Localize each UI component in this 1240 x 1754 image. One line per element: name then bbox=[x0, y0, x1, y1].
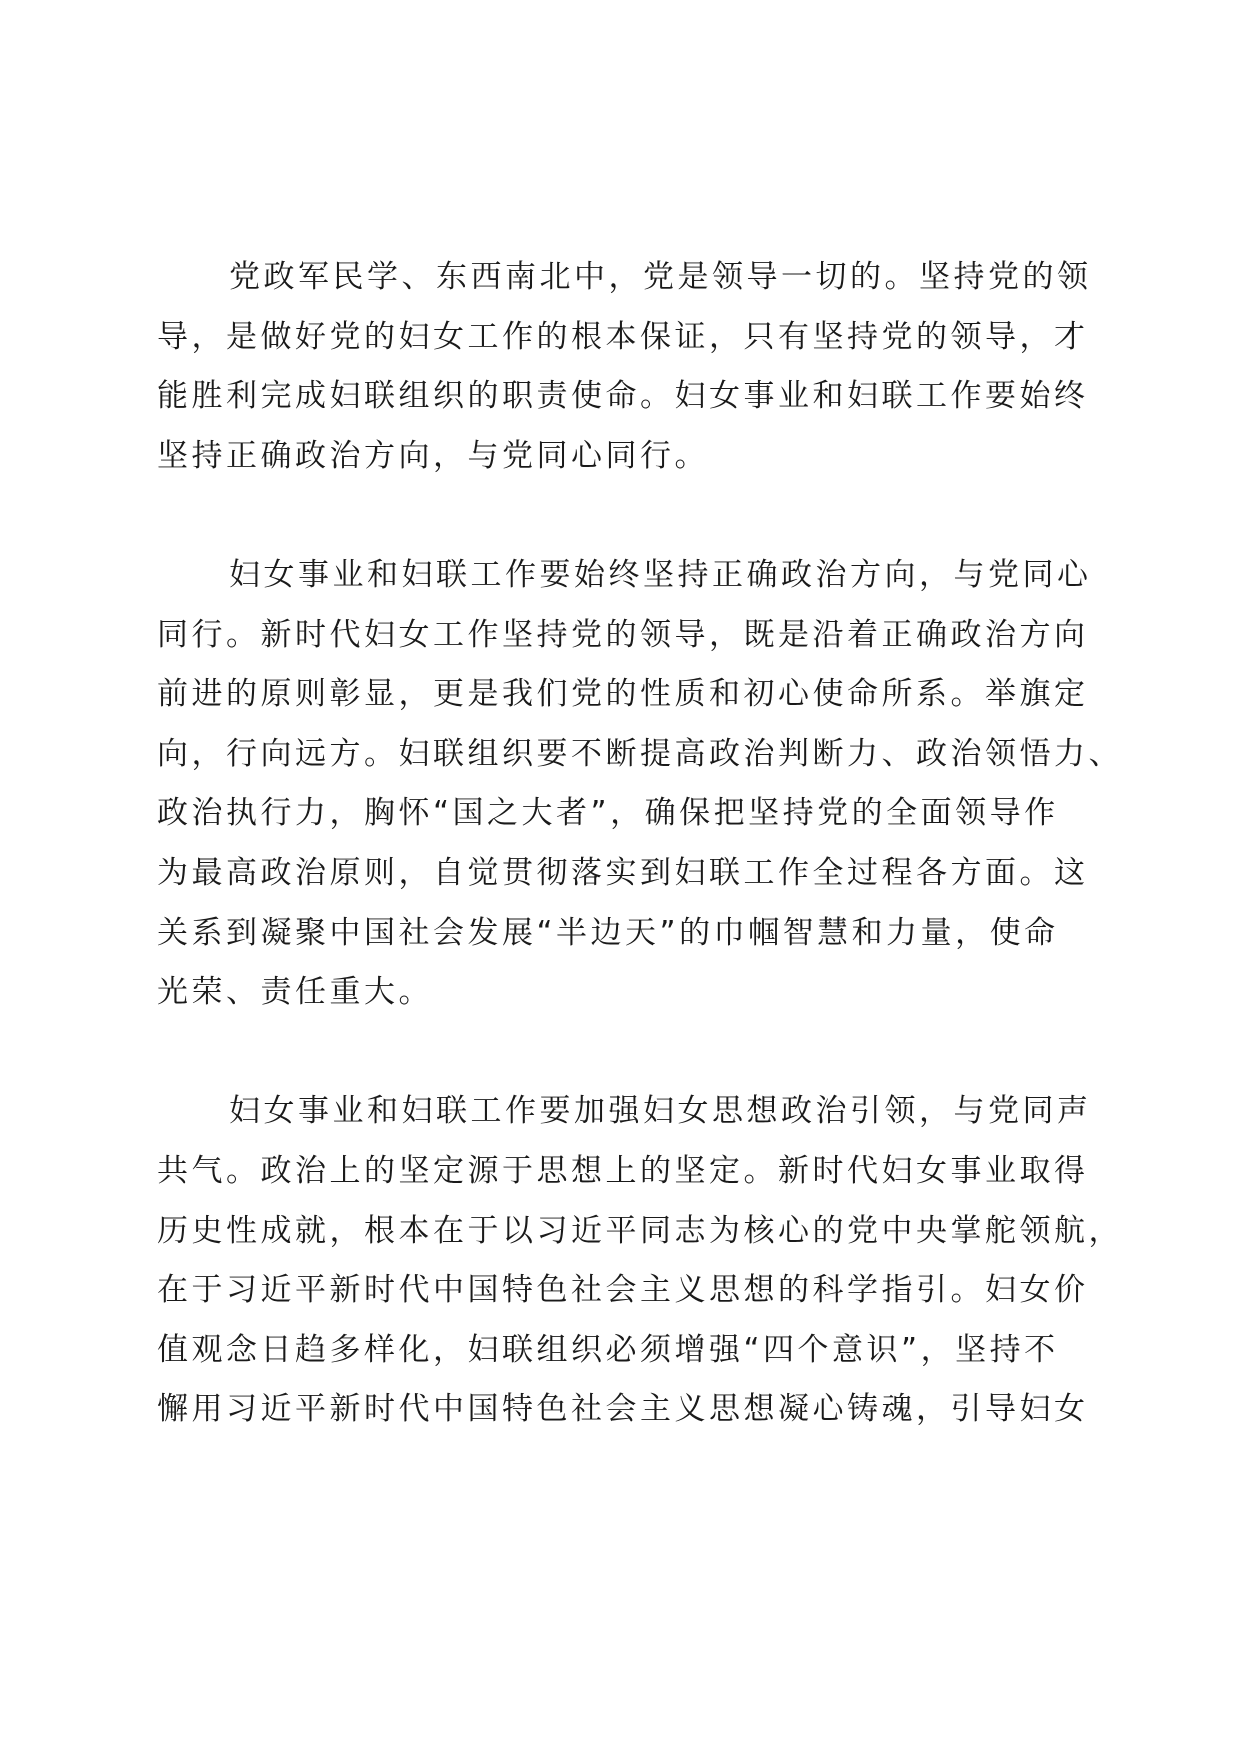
paragraph-3-line-1: 妇女事业和妇联工作要加强妇女思想政治引领，与党同声 bbox=[229, 1093, 1092, 1130]
paragraph-3-line-2: 共气。政治上的坚定源于思想上的坚定。新时代妇女事业取得 bbox=[157, 1152, 1089, 1189]
document-body bbox=[157, 248, 1123, 1440]
paragraph-2-line-4: 向，行向远方。妇联组织要不断提高政治判断力、政治领悟力、 bbox=[157, 735, 1123, 772]
paragraph-2-line-3: 前进的原则彰显，更是我们党的性质和初心使命所系。举旗定 bbox=[157, 676, 1089, 713]
paragraph-2-line-5: 政治执行力，胸怀“国之大者”，确保把坚持党的全面领导作 bbox=[157, 795, 1059, 832]
paragraph-3-line-3: 历史性成就，根本在于以习近平同志为核心的党中央掌舵领航， bbox=[157, 1212, 1123, 1249]
paragraph-1-line-3: 能胜利完成妇联组织的职责使命。妇女事业和妇联工作要始终 bbox=[157, 378, 1089, 415]
paragraph-3-line-5: 值观念日趋多样化，妇联组织必须增强“四个意识”，坚持不 bbox=[157, 1331, 1059, 1368]
paragraph-3-line-4: 在于习近平新时代中国特色社会主义思想的科学指引。妇女价 bbox=[157, 1272, 1089, 1309]
paragraph-1 bbox=[157, 248, 1092, 486]
paragraph-2-line-6: 为最高政治原则，自觉贯彻落实到妇联工作全过程各方面。这 bbox=[157, 854, 1089, 891]
paragraph-2-line-7: 关系到凝聚中国社会发展“半边天”的巾帼智慧和力量，使命 bbox=[157, 914, 1059, 951]
paragraph-2-line-2: 同行。新时代妇女工作坚持党的领导，既是沿着正确政治方向 bbox=[157, 616, 1089, 653]
paragraph-1-line-1: 党政军民学、东西南北中，党是领导一切的。坚持党的领 bbox=[229, 259, 1092, 295]
paragraph-3 bbox=[157, 1082, 1123, 1440]
paragraph-1-line-2: 导，是做好党的妇女工作的根本保证，只有坚持党的领导，才 bbox=[157, 318, 1089, 355]
paragraph-2-line-1: 妇女事业和妇联工作要始终坚持正确政治方向，与党同心 bbox=[229, 556, 1092, 593]
paragraph-3-line-6: 懈用习近平新时代中国特色社会主义思想凝心铸魂，引导妇女 bbox=[157, 1391, 1089, 1428]
paragraph-2-line-8: 光荣、责任重大。 bbox=[157, 974, 433, 1011]
paragraph-2 bbox=[157, 546, 1123, 1023]
paragraph-1-line-4: 坚持正确政治方向，与党同心同行。 bbox=[157, 437, 709, 474]
